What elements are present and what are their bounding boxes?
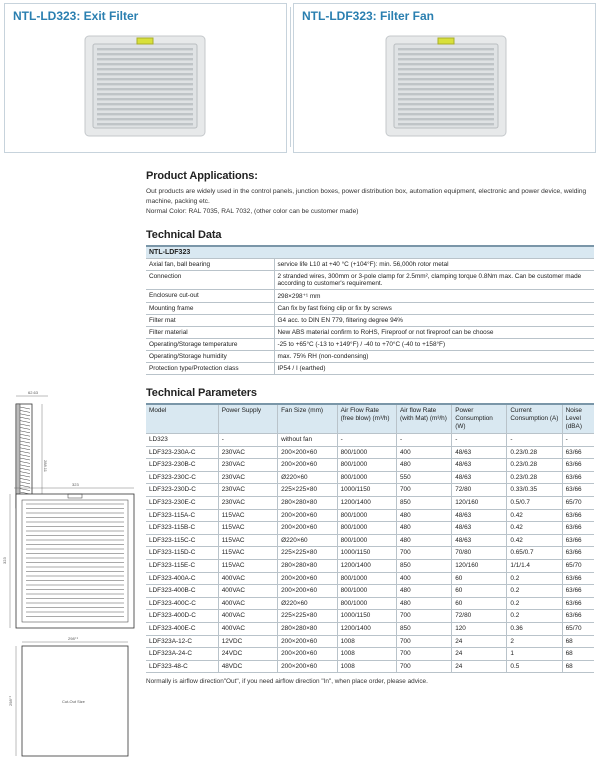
technical-data-row (146, 303, 594, 315)
table-cell: 400VAC (218, 597, 277, 610)
table-cell: - (337, 434, 396, 447)
table-cell: 63/66 (562, 597, 594, 610)
table-cell: without fan (278, 434, 337, 447)
table-cell: 1/1/1.4 (507, 559, 562, 572)
filter-fan-panel (293, 3, 596, 153)
table-cell: 60 (452, 597, 507, 610)
table-cell: LDF323A-24-C (146, 648, 218, 661)
table-cell: LDF323-230E-C (146, 496, 218, 509)
table-cell: 0.2 (507, 597, 562, 610)
exit-filter-image (75, 32, 215, 140)
spec-label: Mounting frame (146, 303, 274, 315)
table-cell: LDF323-115A-C (146, 509, 218, 522)
table-cell: 115VAC (218, 509, 277, 522)
table-cell: 200×200×60 (278, 522, 337, 535)
spec-value: G4 acc. to DIN EN 779, filtering degree 94% (274, 315, 594, 327)
table-cell: 700 (397, 660, 452, 673)
table-cell: LDF323-400E-C (146, 622, 218, 635)
spec-label: Operating/Storage humidity (146, 351, 274, 363)
technical-data-row (146, 363, 594, 375)
table-cell: 63/66 (562, 484, 594, 497)
table-row (146, 660, 594, 673)
louver-slat (398, 58, 494, 60)
table-cell: 68 (562, 660, 594, 673)
table-cell: 0.65/0.7 (507, 547, 562, 560)
spec-label: Protection type/Protection class (146, 363, 274, 375)
table-cell: 0.5/0.7 (507, 496, 562, 509)
table-cell: 480 (397, 534, 452, 547)
table-cell: 48VDC (218, 660, 277, 673)
table-cell: LDF323-230D-C (146, 484, 218, 497)
column-header: Fan Size (mm) (278, 404, 337, 434)
table-cell: 72/80 (452, 484, 507, 497)
table-cell: - (452, 434, 507, 447)
louver-slat (97, 48, 193, 50)
cutout-label: Cut-Out Size (62, 699, 85, 704)
table-cell: 200×200×60 (278, 446, 337, 459)
table-cell: 63/66 (562, 522, 594, 535)
table-row (146, 522, 594, 535)
table-cell: 48/63 (452, 459, 507, 472)
table-cell: LDF323-115C-C (146, 534, 218, 547)
technical-data-row (146, 315, 594, 327)
table-row (146, 434, 594, 447)
table-cell: 225×225×80 (278, 484, 337, 497)
table-cell: - (218, 434, 277, 447)
table-cell: 800/1000 (337, 471, 396, 484)
table-cell: 60 (452, 585, 507, 598)
table-cell: 63/66 (562, 585, 594, 598)
side-fin (20, 448, 30, 450)
side-fin (20, 475, 30, 477)
table-cell: LD323 (146, 434, 218, 447)
table-cell: 230VAC (218, 496, 277, 509)
louver-slat (398, 63, 494, 65)
table-cell: 48/63 (452, 471, 507, 484)
table-cell: 1000/1150 (337, 610, 396, 623)
table-cell: LDF323-48-C (146, 660, 218, 673)
louver-slat (97, 73, 193, 75)
side-fin (20, 444, 30, 446)
spec-value: max. 75% RH (non-condensing) (274, 351, 594, 363)
side-fin (20, 434, 30, 436)
technical-data-row (146, 271, 594, 290)
cutout-height-dim: 298⁺¹ (8, 695, 13, 706)
table-cell: 24 (452, 648, 507, 661)
table-cell: 63/66 (562, 471, 594, 484)
cutout-drawing (8, 636, 128, 756)
table-cell: 63/66 (562, 509, 594, 522)
column-header: Noise Level (dBA) (562, 404, 594, 434)
table-cell: 63/66 (562, 610, 594, 623)
table-row (146, 585, 594, 598)
louver-slat (97, 108, 193, 110)
table-cell: 800/1000 (337, 446, 396, 459)
table-cell: Ø220×60 (278, 534, 337, 547)
side-fin (20, 414, 30, 416)
table-row (146, 610, 594, 623)
airflow-footnote: Normally is airflow direction"Out", if you need airflow direction "In", when place order, please advice. (146, 678, 428, 686)
spec-label: Axial fan, ball bearing (146, 259, 274, 271)
technical-data-heading: Technical Data (146, 229, 222, 241)
parameters-header-row (146, 404, 594, 434)
table-cell: 280×280×80 (278, 496, 337, 509)
louver-slat (398, 83, 494, 85)
front-view-drawing (2, 482, 134, 628)
spec-value: 2 stranded wires, 300mm or 3-pole clamp for 2.5mm², clamping torque 0.8Nm max. Can be customer made according to customer's requirement. (274, 271, 594, 290)
side-fin (20, 431, 30, 433)
table-cell: 0.23/0.28 (507, 471, 562, 484)
table-cell: LDF323-400B-C (146, 585, 218, 598)
table-cell: LDF323-115D-C (146, 547, 218, 560)
model-name: NTL-LDF323 (146, 246, 594, 259)
louver-slat (398, 98, 494, 100)
table-cell: 800/1000 (337, 459, 396, 472)
table-cell: 48/63 (452, 522, 507, 535)
table-row (146, 446, 594, 459)
louver-slat (398, 123, 494, 125)
filter-fan-image (376, 32, 516, 140)
technical-parameters-heading: Technical Parameters (146, 387, 257, 399)
table-row (146, 496, 594, 509)
table-cell: 48/63 (452, 446, 507, 459)
table-cell: 1200/1400 (337, 559, 396, 572)
table-cell: 72/80 (452, 610, 507, 623)
exit-filter-title: NTL-LD323: Exit Filter (13, 9, 139, 23)
side-height-dim: 288.11 (43, 460, 48, 472)
spec-value: New ABS material confirm to RoHS, Fireproof or not fireproof can be choose (274, 327, 594, 339)
table-cell: 480 (397, 509, 452, 522)
table-cell: 70/80 (452, 547, 507, 560)
front-width-dim: 323 (72, 482, 79, 487)
table-cell: Ø220×60 (278, 597, 337, 610)
table-cell: 63/66 (562, 534, 594, 547)
side-fin (20, 427, 30, 429)
table-cell: 480 (397, 597, 452, 610)
table-cell: 400 (397, 572, 452, 585)
table-cell: 0.5 (507, 660, 562, 673)
color-note: Normal Color: RAL 7035, RAL 7032, (other color can be customer made) (146, 208, 359, 215)
side-fin (20, 441, 30, 443)
louver-slat (398, 93, 494, 95)
louver-slat (97, 53, 193, 55)
table-cell: 225×225×80 (278, 547, 337, 560)
table-cell: 24 (452, 660, 507, 673)
column-header: Current Consumption (A) (507, 404, 562, 434)
table-cell: 68 (562, 635, 594, 648)
technical-data-row (146, 290, 594, 303)
table-cell: 480 (397, 459, 452, 472)
table-cell: 850 (397, 496, 452, 509)
louver-slat (97, 103, 193, 105)
table-cell: LDF323A-12-C (146, 635, 218, 648)
table-row (146, 622, 594, 635)
table-cell: 0.2 (507, 610, 562, 623)
table-cell: 850 (397, 622, 452, 635)
louver-slat (97, 78, 193, 80)
table-row (146, 509, 594, 522)
technical-data-row (146, 339, 594, 351)
louver-slat (398, 78, 494, 80)
louver-slat (398, 73, 494, 75)
table-cell: 800/1000 (337, 534, 396, 547)
louver-slat (97, 63, 193, 65)
table-cell: 800/1000 (337, 597, 396, 610)
content-column (146, 170, 594, 685)
table-cell: 120 (452, 622, 507, 635)
side-fin (20, 421, 30, 423)
table-cell: 550 (397, 471, 452, 484)
table-cell: 700 (397, 484, 452, 497)
louver-slat (97, 113, 193, 115)
table-row (146, 459, 594, 472)
table-cell: 63/66 (562, 459, 594, 472)
table-cell: 480 (397, 522, 452, 535)
column-header: Air Flow Rate (free blow) (m³/h) (337, 404, 396, 434)
panel-divider (290, 7, 291, 147)
louver-slat (97, 123, 193, 125)
table-cell: 115VAC (218, 547, 277, 560)
table-cell: 850 (397, 559, 452, 572)
table-cell: 1008 (337, 648, 396, 661)
spec-value: service life L10 at +40 °C (+104°F): min. 56,000h rotor metal (274, 259, 594, 271)
table-cell: 800/1000 (337, 572, 396, 585)
table-cell: 200×200×60 (278, 660, 337, 673)
table-cell: - (397, 434, 452, 447)
table-cell: 0.36 (507, 622, 562, 635)
column-header: Air flow Rate (with Mat) (m³/h) (397, 404, 452, 434)
table-cell: 0.23/0.28 (507, 446, 562, 459)
table-cell: 230VAC (218, 459, 277, 472)
column-header: Power Supply (218, 404, 277, 434)
table-cell: 0.23/0.28 (507, 459, 562, 472)
table-row (146, 484, 594, 497)
table-cell: 1 (507, 648, 562, 661)
spec-label: Enclosure cut-out (146, 290, 274, 303)
spec-label: Connection (146, 271, 274, 290)
louver-slat (398, 118, 494, 120)
spec-label: Operating/Storage temperature (146, 339, 274, 351)
side-fin (20, 417, 30, 419)
louver-slat (398, 103, 494, 105)
table-cell: 1008 (337, 635, 396, 648)
table-cell: 200×200×60 (278, 585, 337, 598)
table-cell: - (507, 434, 562, 447)
table-cell: 120/160 (452, 559, 507, 572)
exit-filter-panel (4, 3, 287, 153)
table-row (146, 597, 594, 610)
spec-value: Can fix by fast fixing clip or fix by screws (274, 303, 594, 315)
table-cell: 200×200×60 (278, 648, 337, 661)
table-row (146, 648, 594, 661)
side-fin (20, 407, 30, 409)
applications-heading: Product Applications: (146, 170, 258, 182)
table-row (146, 547, 594, 560)
table-cell: LDF323-230C-C (146, 471, 218, 484)
table-cell: 65/70 (562, 559, 594, 572)
side-fin (20, 472, 30, 474)
table-cell: 800/1000 (337, 509, 396, 522)
filter-fan-title: NTL-LDF323: Filter Fan (302, 9, 435, 23)
table-cell: 65/70 (562, 496, 594, 509)
louver-slat (97, 58, 193, 60)
table-cell: LDF323-230A-C (146, 446, 218, 459)
table-cell: 200×200×60 (278, 572, 337, 585)
table-cell: 480 (397, 585, 452, 598)
spec-value: IP54 / I (earthed) (274, 363, 594, 375)
louver-slat (398, 88, 494, 90)
table-cell: 63/66 (562, 446, 594, 459)
technical-parameters-table (146, 403, 594, 673)
table-cell: 65/70 (562, 622, 594, 635)
table-cell: 400 (397, 446, 452, 459)
table-cell: 280×280×80 (278, 559, 337, 572)
table-cell: 12VDC (218, 635, 277, 648)
table-cell: LDF323-115B-C (146, 522, 218, 535)
table-cell: 800/1000 (337, 585, 396, 598)
table-cell: 0.42 (507, 522, 562, 535)
side-fin (20, 455, 30, 457)
table-cell: 700 (397, 610, 452, 623)
table-cell: 2 (507, 635, 562, 648)
table-row (146, 559, 594, 572)
side-fin (20, 482, 30, 484)
side-fin (20, 489, 30, 491)
table-cell: 0.2 (507, 572, 562, 585)
table-cell: LDF323-400A-C (146, 572, 218, 585)
technical-data-model-row (146, 246, 594, 259)
column-header: Model (146, 404, 218, 434)
table-row (146, 471, 594, 484)
table-cell: 1000/1150 (337, 547, 396, 560)
table-cell: 230VAC (218, 446, 277, 459)
louver-slat (398, 113, 494, 115)
table-cell: 400VAC (218, 622, 277, 635)
table-row (146, 534, 594, 547)
side-fin (20, 461, 30, 463)
spec-value: 298×298⁺¹ mm (274, 290, 594, 303)
louver-slat (97, 68, 193, 70)
side-fin (20, 410, 30, 412)
table-cell: 63/66 (562, 547, 594, 560)
spec-label: Filter mat (146, 315, 274, 327)
table-cell: 48/63 (452, 534, 507, 547)
side-depth-dim: 62.63 (28, 390, 39, 395)
table-cell: 0.42 (507, 534, 562, 547)
table-cell: 800/1000 (337, 522, 396, 535)
table-cell: LDF323-400D-C (146, 610, 218, 623)
side-view-drawing (16, 390, 48, 508)
table-row (146, 635, 594, 648)
table-cell: 24VDC (218, 648, 277, 661)
table-cell: 0.2 (507, 585, 562, 598)
side-fin (20, 465, 30, 467)
table-cell: 400VAC (218, 610, 277, 623)
table-cell: LDF323-400C-C (146, 597, 218, 610)
column-header: Power Consumption (W) (452, 404, 507, 434)
table-row (146, 572, 594, 585)
table-cell: 400VAC (218, 572, 277, 585)
spec-label: Filter material (146, 327, 274, 339)
table-cell: 400VAC (218, 585, 277, 598)
table-cell: 200×200×60 (278, 635, 337, 648)
table-cell: 225×225×80 (278, 610, 337, 623)
side-fin (20, 468, 30, 470)
spec-value: -25 to +65°C (-13 to +149°F) / -40 to +70°C (-40 to +158°F) (274, 339, 594, 351)
table-cell: 1000/1150 (337, 484, 396, 497)
table-cell: 700 (397, 635, 452, 648)
table-cell: 24 (452, 635, 507, 648)
table-cell: 1200/1400 (337, 622, 396, 635)
product-panels (4, 3, 596, 153)
table-cell: 280×280×80 (278, 622, 337, 635)
table-cell: 700 (397, 648, 452, 661)
cutout-width-dim: 298⁺¹ (68, 636, 79, 641)
table-cell: 0.42 (507, 509, 562, 522)
table-cell: 230VAC (218, 471, 277, 484)
table-cell: 1200/1400 (337, 496, 396, 509)
technical-data-row (146, 327, 594, 339)
table-cell: 200×200×60 (278, 459, 337, 472)
louver-slat (398, 48, 494, 50)
louver-slat (97, 83, 193, 85)
table-cell: - (562, 434, 594, 447)
technical-data-row (146, 351, 594, 363)
table-cell: 700 (397, 547, 452, 560)
table-cell: 68 (562, 648, 594, 661)
louver-slat (97, 98, 193, 100)
technical-data-row (146, 259, 594, 271)
table-cell: 60 (452, 572, 507, 585)
table-cell: 48/63 (452, 509, 507, 522)
louver-slat (398, 53, 494, 55)
side-fin (20, 485, 30, 487)
table-cell: 0.33/0.35 (507, 484, 562, 497)
louver-slat (97, 93, 193, 95)
table-cell: 115VAC (218, 534, 277, 547)
louver-slat (97, 88, 193, 90)
table-cell: LDF323-115E-C (146, 559, 218, 572)
table-cell: 1008 (337, 660, 396, 673)
side-fin (20, 478, 30, 480)
side-fin (20, 438, 30, 440)
applications-text: Out products are widely used in the control panels, junction boxes, power distribution box, automation equipment, electronic and power device, welding machine, packing etc. (146, 188, 587, 205)
technical-data-table (146, 245, 594, 375)
table-cell: 115VAC (218, 522, 277, 535)
table-cell: Ø220×60 (278, 471, 337, 484)
louver-slat (97, 118, 193, 120)
side-fin (20, 424, 30, 426)
table-cell: 63/66 (562, 572, 594, 585)
table-cell: LDF323-230B-C (146, 459, 218, 472)
side-fin (20, 458, 30, 460)
table-cell: 200×200×60 (278, 509, 337, 522)
louver-slat (398, 68, 494, 70)
dimension-drawings (0, 384, 140, 764)
table-cell: 115VAC (218, 559, 277, 572)
side-fin (20, 451, 30, 453)
front-height-dim: 323 (2, 557, 7, 564)
table-cell: 120/160 (452, 496, 507, 509)
table-cell: 230VAC (218, 484, 277, 497)
louver-slat (398, 108, 494, 110)
